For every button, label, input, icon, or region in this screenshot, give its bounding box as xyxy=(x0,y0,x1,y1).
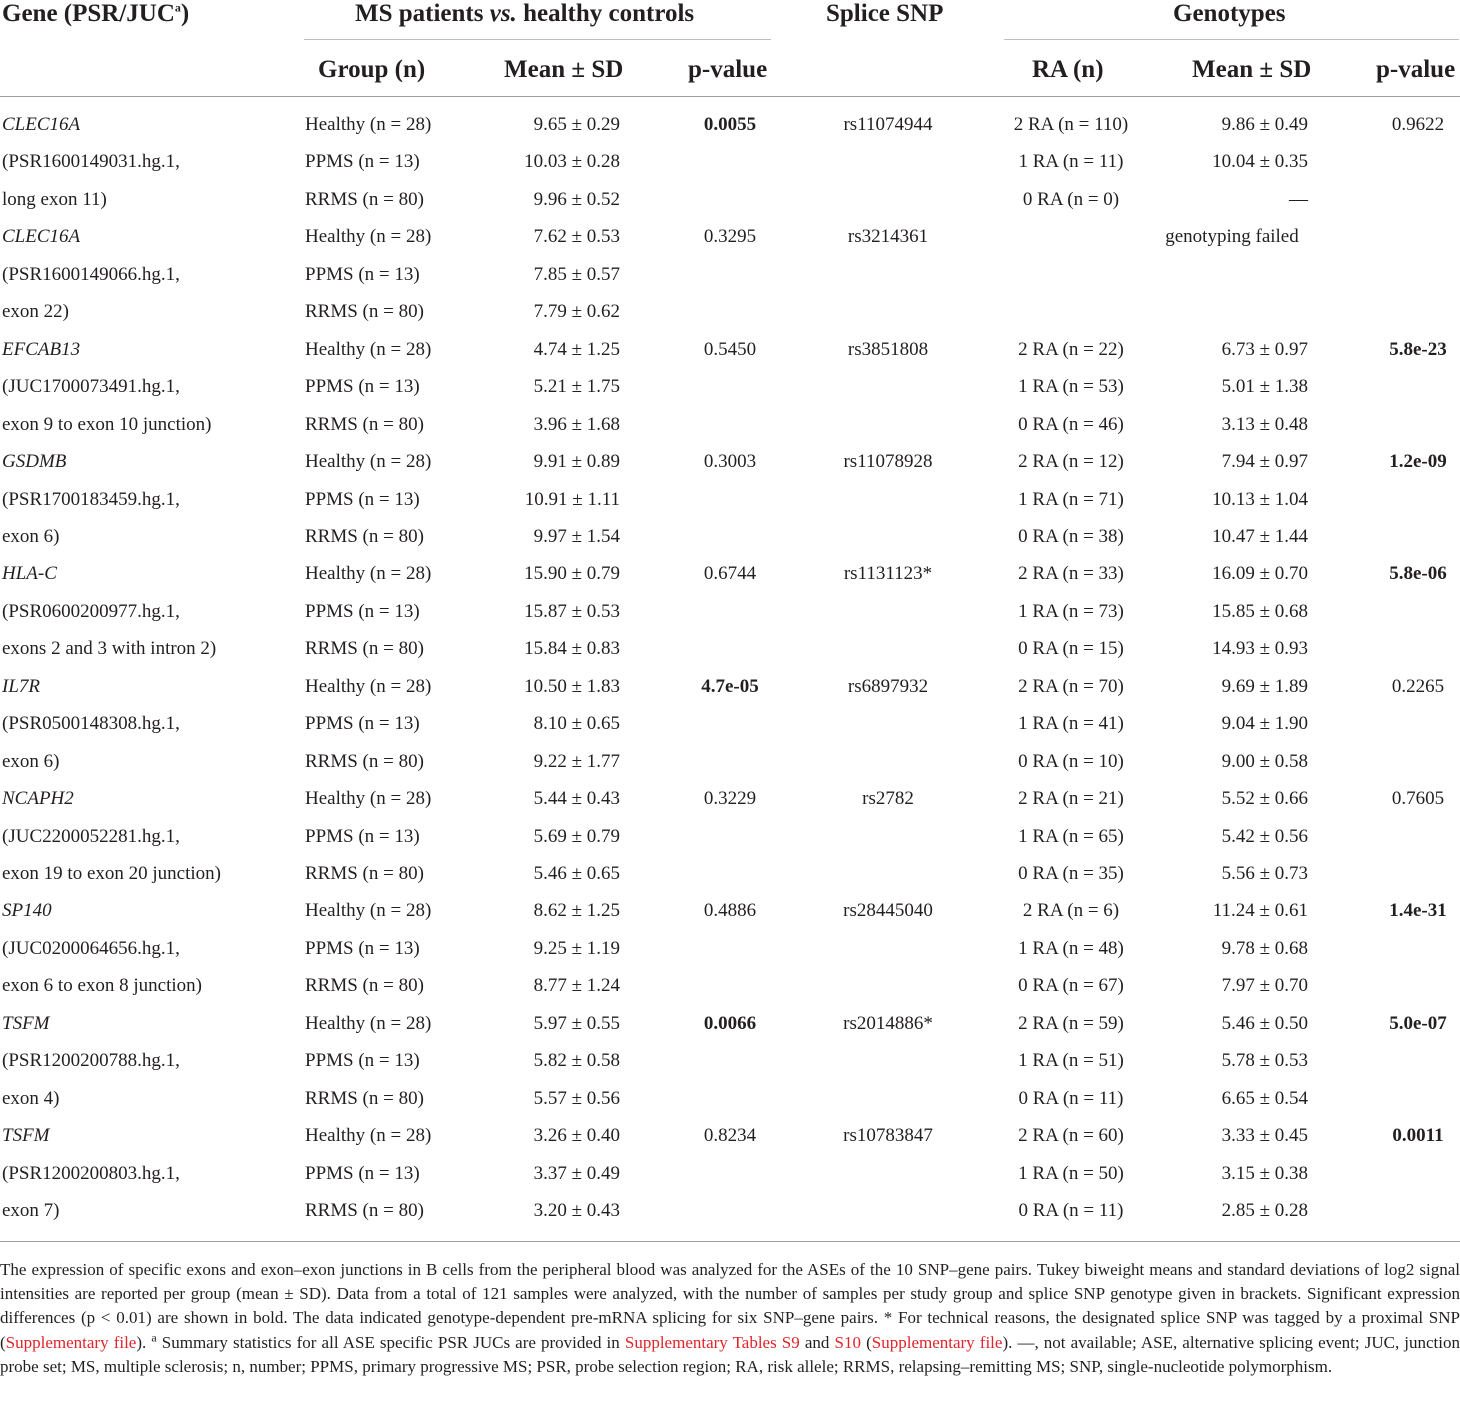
group-cell: RRMS (n = 80) xyxy=(305,525,424,547)
ra-cell: 0 RA (n = 46) xyxy=(1018,413,1124,435)
group-cell: Healthy (n = 28) xyxy=(305,226,432,248)
group-cell: PPMS (n = 13) xyxy=(305,600,420,622)
header-ms-suffix: healthy controls xyxy=(516,0,695,27)
footnote-text-1: The expression of specific exons and exon–exon junctions in B cells from the peripheral blood was analyzed for the ASEs of the 10 SNP–gene pairs. Tukey biweight means and standard deviations of log2 signal intensities are reported per group (mean ± SD). Data from a total of 121 samples were analyzed, with the number of samples per study group and splice SNP genotype given in brackets. Significant expression differences (p < 0.01) are shown in bold. The data indicated genotype-dependent pre-mRNA splicing for six SNP–gene pairs. * For technical reasons, the designated splice SNP was tagged by a proximal SNP ( xyxy=(0,1260,1460,1352)
ra-cell: 0 RA (n = 15) xyxy=(1018,638,1124,660)
ra-cell: 1 RA (n = 73) xyxy=(1018,600,1124,622)
mean-sd-cell: 10.03 ± 0.28 xyxy=(524,151,620,173)
header-ms-rule xyxy=(304,39,771,40)
group-cell: Healthy (n = 28) xyxy=(305,1125,432,1147)
genotype-pvalue-cell: 0.9622 xyxy=(1391,114,1445,135)
genotype-mean-sd-cell: 9.78 ± 0.68 xyxy=(1221,937,1308,959)
genotype-mean-sd-cell: 5.52 ± 0.66 xyxy=(1221,788,1308,810)
genotype-mean-sd-cell: 5.78 ± 0.53 xyxy=(1221,1050,1308,1072)
group-cell: RRMS (n = 80) xyxy=(305,1087,424,1109)
genotype-mean-sd-cell: 5.56 ± 0.73 xyxy=(1221,863,1308,884)
mean-sd-cell: 3.37 ± 0.49 xyxy=(533,1162,620,1184)
gene-name: SP140 xyxy=(2,900,52,922)
footnote-text-5: ( xyxy=(861,1332,872,1352)
table-row xyxy=(0,408,1460,446)
gene-probe-info: exons 2 and 3 with intron 2) xyxy=(2,638,217,660)
gene-name: NCAPH2 xyxy=(2,788,74,810)
mean-sd-cell: 3.26 ± 0.40 xyxy=(533,1125,620,1147)
genotype-mean-sd-cell: 5.46 ± 0.50 xyxy=(1221,1012,1308,1034)
table-row xyxy=(0,183,1460,221)
gene-name: TSFM xyxy=(2,1012,50,1034)
ra-cell: 1 RA (n = 41) xyxy=(1018,713,1124,735)
pvalue-cell: 0.0055 xyxy=(703,114,757,135)
ra-cell: 0 RA (n = 67) xyxy=(1018,975,1124,997)
group-cell: PPMS (n = 13) xyxy=(305,1162,420,1184)
genotype-mean-sd-cell: 5.42 ± 0.56 xyxy=(1221,825,1308,847)
gene-probe-info: exon 6) xyxy=(2,750,60,772)
group-cell: RRMS (n = 80) xyxy=(305,975,424,997)
table-row xyxy=(0,295,1460,333)
genotype-mean-sd-cell: — xyxy=(1289,188,1308,210)
ra-cell: 0 RA (n = 11) xyxy=(1018,1200,1124,1222)
header-gene-end: ) xyxy=(180,0,190,27)
header-splice-snp: Splice SNP xyxy=(826,0,944,27)
splice-snp-cell: rs1131123* xyxy=(843,563,933,585)
mean-sd-cell: 9.97 ± 1.54 xyxy=(533,525,620,547)
header-genotypes-rule xyxy=(1004,39,1459,40)
group-cell: Healthy (n = 28) xyxy=(305,451,432,473)
ra-cell: 2 RA (n = 110) xyxy=(1013,114,1129,135)
genotype-mean-sd-cell: 7.97 ± 0.70 xyxy=(1221,975,1308,997)
ra-cell: 0 RA (n = 35) xyxy=(1018,863,1124,884)
gene-name: HLA-C xyxy=(2,563,57,585)
group-cell: Healthy (n = 28) xyxy=(305,675,432,697)
gene-probe-info: exon 19 to exon 20 junction) xyxy=(2,863,221,884)
header-gene xyxy=(2,0,189,28)
gene-probe-info: exon 9 to exon 10 junction) xyxy=(2,413,212,435)
mean-sd-cell: 7.62 ± 0.53 xyxy=(533,226,620,248)
table-row xyxy=(0,1007,1460,1045)
mean-sd-cell: 5.46 ± 0.65 xyxy=(533,863,620,884)
pvalue-cell: 0.3229 xyxy=(703,788,757,810)
ra-cell: 1 RA (n = 65) xyxy=(1018,825,1124,847)
mean-sd-cell: 9.22 ± 1.77 xyxy=(533,750,620,772)
table-row xyxy=(0,1194,1460,1232)
table-row xyxy=(0,108,1460,146)
table-row xyxy=(0,1119,1460,1157)
group-cell: Healthy (n = 28) xyxy=(305,788,432,810)
footnote-text-6: ). —, not available; ASE, alternative splicing event; JUC, junction probe set; MS, multiple sclerosis; n, number; PPMS, primary progressive MS; PSR, probe selection region; RA, risk allele; RRMS, relapsing–remitting MS; SNP, single-nucleotide polymorphism. xyxy=(0,1332,1460,1376)
gene-probe-info: long exon 11) xyxy=(2,188,107,210)
genotype-pvalue-cell: 5.8e-06 xyxy=(1389,563,1447,585)
gene-name: EFCAB13 xyxy=(2,338,81,360)
splice-snp-cell: rs6897932 xyxy=(847,675,929,697)
mean-sd-cell: 15.87 ± 0.53 xyxy=(524,600,620,622)
group-cell: RRMS (n = 80) xyxy=(305,750,424,772)
group-cell: PPMS (n = 13) xyxy=(305,151,420,173)
mean-sd-cell: 9.65 ± 0.29 xyxy=(533,114,620,135)
header-ms-vs: vs. xyxy=(489,0,517,27)
mean-sd-cell: 5.82 ± 0.58 xyxy=(533,1050,620,1072)
mean-sd-cell: 10.50 ± 1.83 xyxy=(524,675,620,697)
gene-probe-info: (JUC2200052281.hg.1, xyxy=(2,825,180,847)
genotype-mean-sd-cell: 10.13 ± 1.04 xyxy=(1212,488,1308,510)
genotype-pvalue-cell: 5.8e-23 xyxy=(1389,338,1447,360)
pvalue-cell: 0.8234 xyxy=(703,1125,757,1147)
table-footnote xyxy=(0,1258,1460,1379)
group-cell: PPMS (n = 13) xyxy=(305,713,420,735)
splice-snp-cell: rs3214361 xyxy=(847,226,929,248)
genotype-pvalue-cell: 0.2265 xyxy=(1391,675,1445,697)
genotype-mean-sd-cell: 7.94 ± 0.97 xyxy=(1221,451,1308,473)
gene-probe-info: (PSR0600200977.hg.1, xyxy=(2,600,180,622)
table-row xyxy=(0,483,1460,521)
genotype-mean-sd-cell: 2.85 ± 0.28 xyxy=(1221,1200,1308,1222)
ra-cell: 2 RA (n = 21) xyxy=(1018,788,1124,810)
table-row xyxy=(0,782,1460,820)
group-cell: Healthy (n = 28) xyxy=(305,338,432,360)
table-row xyxy=(0,820,1460,858)
ra-cell: 2 RA (n = 70) xyxy=(1018,675,1124,697)
genotype-pvalue-cell: 1.4e-31 xyxy=(1389,900,1447,922)
genotype-mean-sd-cell: 10.04 ± 0.35 xyxy=(1212,151,1308,173)
splice-snp-cell: rs2782 xyxy=(862,788,914,810)
ra-cell: 2 RA (n = 6) xyxy=(1022,900,1120,922)
gene-probe-info: (JUC0200064656.hg.1, xyxy=(2,937,180,959)
gene-probe-info: exon 6) xyxy=(2,525,60,547)
table-row xyxy=(0,520,1460,558)
ra-cell: 2 RA (n = 12) xyxy=(1018,451,1124,473)
pvalue-cell: 4.7e-05 xyxy=(701,675,759,697)
genotype-mean-sd-cell: 3.13 ± 0.48 xyxy=(1221,413,1308,435)
group-cell: RRMS (n = 80) xyxy=(305,1200,424,1222)
genotype-mean-sd-cell: 3.33 ± 0.45 xyxy=(1221,1125,1308,1147)
footnote-text-2: ). xyxy=(136,1332,152,1352)
group-cell: PPMS (n = 13) xyxy=(305,825,420,847)
genotype-mean-sd-cell: 11.24 ± 0.61 xyxy=(1212,900,1308,922)
genotype-mean-sd-cell: 15.85 ± 0.68 xyxy=(1212,600,1308,622)
group-cell: PPMS (n = 13) xyxy=(305,488,420,510)
mean-sd-cell: 7.85 ± 0.57 xyxy=(533,263,620,285)
gene-probe-info: exon 6 to exon 8 junction) xyxy=(2,975,202,997)
group-cell: RRMS (n = 80) xyxy=(305,863,424,884)
footnote-link-supplementary-file[interactable]: Supplementary file xyxy=(5,1332,137,1352)
table-row xyxy=(0,632,1460,670)
ra-cell: 0 RA (n = 10) xyxy=(1018,750,1124,772)
mean-sd-cell: 5.44 ± 0.43 xyxy=(533,788,620,810)
header-ms-vs-healthy xyxy=(355,0,694,28)
mean-sd-cell: 10.91 ± 1.11 xyxy=(524,488,620,510)
pvalue-cell: 0.6744 xyxy=(703,563,757,585)
header-ra-n: RA (n) xyxy=(1032,56,1104,83)
footnote-text-3: Summary statistics for all ASE specific PSR JUCs are provided in xyxy=(156,1332,625,1352)
gene-probe-info: (PSR1600149031.hg.1, xyxy=(2,151,180,173)
header-ms-prefix: MS patients xyxy=(355,0,490,27)
header-pvalue-2: p-value xyxy=(1376,56,1456,83)
table-row xyxy=(0,707,1460,745)
header-gene-text: Gene (PSR/JUC xyxy=(2,0,175,27)
genotype-mean-sd-cell: 16.09 ± 0.70 xyxy=(1212,563,1308,585)
footnote-link-tables-s9[interactable]: Supplementary Tables S9 xyxy=(624,1332,800,1352)
table-row xyxy=(0,445,1460,483)
mean-sd-cell: 8.62 ± 1.25 xyxy=(533,900,620,922)
mean-sd-cell: 5.57 ± 0.56 xyxy=(533,1087,620,1109)
gene-probe-info: (PSR1200200803.hg.1, xyxy=(2,1162,180,1184)
gene-name: CLEC16A xyxy=(2,114,81,135)
mean-sd-cell: 4.74 ± 1.25 xyxy=(533,338,620,360)
gene-probe-info: exon 7) xyxy=(2,1200,60,1222)
genotype-mean-sd-cell: 9.86 ± 0.49 xyxy=(1221,114,1308,135)
header-pvalue-1: p-value xyxy=(688,56,768,83)
gene-probe-info: (PSR1600149066.hg.1, xyxy=(2,263,180,285)
gene-name: CLEC16A xyxy=(2,226,81,248)
genotype-pvalue-cell: 0.7605 xyxy=(1391,788,1445,810)
ra-cell: 1 RA (n = 50) xyxy=(1018,1162,1124,1184)
table-bottom-rule xyxy=(0,1241,1460,1242)
gene-name: IL7R xyxy=(2,675,40,697)
genotype-mean-sd-cell: 6.65 ± 0.54 xyxy=(1221,1087,1308,1109)
mean-sd-cell: 5.21 ± 1.75 xyxy=(533,376,620,398)
group-cell: PPMS (n = 13) xyxy=(305,263,420,285)
table-row xyxy=(0,220,1460,258)
genotype-mean-sd-cell: 10.47 ± 1.44 xyxy=(1212,525,1308,547)
mean-sd-cell: 15.84 ± 0.83 xyxy=(524,638,620,660)
genotype-mean-sd-cell: 6.73 ± 0.97 xyxy=(1221,338,1308,360)
table-row xyxy=(0,670,1460,708)
table-row xyxy=(0,258,1460,296)
splice-snp-cell: rs11074944 xyxy=(843,114,933,135)
group-cell: Healthy (n = 28) xyxy=(305,114,432,135)
ra-cell: 0 RA (n = 0) xyxy=(1022,188,1120,210)
gene-probe-info: (PSR0500148308.hg.1, xyxy=(2,713,180,735)
pvalue-cell: 0.5450 xyxy=(703,338,757,360)
header-gene-sup: a xyxy=(174,0,181,15)
splice-snp-cell: rs3851808 xyxy=(847,338,929,360)
group-cell: PPMS (n = 13) xyxy=(305,1050,420,1072)
splice-snp-cell: rs10783847 xyxy=(843,1125,933,1147)
splice-snp-cell: rs2014886* xyxy=(843,1012,933,1034)
ra-cell: 2 RA (n = 33) xyxy=(1018,563,1124,585)
mean-sd-cell: 3.96 ± 1.68 xyxy=(533,413,620,435)
ra-cell: 2 RA (n = 60) xyxy=(1018,1125,1124,1147)
table-row xyxy=(0,745,1460,783)
header-mean-sd-2: Mean ± SD xyxy=(1192,56,1312,83)
genotyping-status-cell: genotyping failed xyxy=(1165,226,1299,248)
gene-probe-info: (PSR1200200788.hg.1, xyxy=(2,1050,180,1072)
ra-cell: 1 RA (n = 11) xyxy=(1018,151,1124,173)
table-row xyxy=(0,932,1460,970)
group-cell: PPMS (n = 13) xyxy=(305,937,420,959)
gene-name: TSFM xyxy=(2,1125,50,1147)
gene-probe-info: exon 22) xyxy=(2,301,70,323)
ra-cell: 0 RA (n = 38) xyxy=(1018,525,1124,547)
footnote-text-4: and xyxy=(799,1332,835,1352)
genotype-mean-sd-cell: 14.93 ± 0.93 xyxy=(1212,638,1308,660)
pvalue-cell: 0.3003 xyxy=(703,451,757,473)
header-genotypes: Genotypes xyxy=(1173,0,1286,27)
table-row xyxy=(0,857,1460,895)
table-row xyxy=(0,894,1460,932)
group-cell: Healthy (n = 28) xyxy=(305,900,432,922)
mean-sd-cell: 9.25 ± 1.19 xyxy=(533,937,620,959)
genotype-mean-sd-cell: 9.00 ± 0.58 xyxy=(1221,750,1308,772)
gene-probe-info: (JUC1700073491.hg.1, xyxy=(2,376,180,398)
splice-snp-cell: rs11078928 xyxy=(843,451,933,473)
group-cell: RRMS (n = 80) xyxy=(305,638,424,660)
pvalue-cell: 0.3295 xyxy=(703,226,757,248)
genotype-pvalue-cell: 1.2e-09 xyxy=(1389,451,1447,473)
mean-sd-cell: 9.91 ± 0.89 xyxy=(533,451,620,473)
header-group-n: Group (n) xyxy=(318,56,426,83)
group-cell: Healthy (n = 28) xyxy=(305,563,432,585)
ra-cell: 2 RA (n = 59) xyxy=(1018,1012,1124,1034)
genotype-mean-sd-cell: 5.01 ± 1.38 xyxy=(1221,376,1308,398)
genotype-mean-sd-cell: 9.04 ± 1.90 xyxy=(1221,713,1308,735)
ra-cell: 1 RA (n = 48) xyxy=(1018,937,1124,959)
genotype-pvalue-cell: 0.0011 xyxy=(1392,1125,1444,1147)
group-cell: RRMS (n = 80) xyxy=(305,188,424,210)
gene-name: GSDMB xyxy=(2,451,67,473)
genotype-mean-sd-cell: 9.69 ± 1.89 xyxy=(1221,675,1308,697)
mean-sd-cell: 5.97 ± 0.55 xyxy=(533,1012,620,1034)
ra-cell: 1 RA (n = 53) xyxy=(1018,376,1124,398)
table-row xyxy=(0,145,1460,183)
table-row xyxy=(0,333,1460,371)
ra-cell: 2 RA (n = 22) xyxy=(1018,338,1124,360)
mean-sd-cell: 7.79 ± 0.62 xyxy=(533,301,620,323)
pvalue-cell: 0.4886 xyxy=(703,900,757,922)
table-row xyxy=(0,595,1460,633)
footnote-sup-a: a xyxy=(151,1329,157,1344)
splice-snp-cell: rs28445040 xyxy=(843,900,933,922)
group-cell: RRMS (n = 80) xyxy=(305,301,424,323)
table-row xyxy=(0,1082,1460,1120)
mean-sd-cell: 8.77 ± 1.24 xyxy=(533,975,620,997)
mean-sd-cell: 8.10 ± 0.65 xyxy=(533,713,620,735)
genotype-pvalue-cell: 5.0e-07 xyxy=(1389,1012,1447,1034)
table-row xyxy=(0,1157,1460,1195)
footnote-link-s10[interactable]: S10 xyxy=(834,1332,861,1352)
mean-sd-cell: 15.90 ± 0.79 xyxy=(524,563,620,585)
table-row xyxy=(0,370,1460,408)
pvalue-cell: 0.0066 xyxy=(703,1012,757,1034)
ra-cell: 1 RA (n = 71) xyxy=(1018,488,1124,510)
group-cell: Healthy (n = 28) xyxy=(305,1012,432,1034)
gene-probe-info: exon 4) xyxy=(2,1087,60,1109)
mean-sd-cell: 5.69 ± 0.79 xyxy=(533,825,620,847)
group-cell: PPMS (n = 13) xyxy=(305,376,420,398)
ra-cell: 0 RA (n = 11) xyxy=(1018,1087,1124,1109)
mean-sd-cell: 9.96 ± 0.52 xyxy=(533,188,620,210)
footnote-link-supplementary-file-2[interactable]: Supplementary file xyxy=(871,1332,1003,1352)
mean-sd-cell: 3.20 ± 0.43 xyxy=(533,1200,620,1222)
genotype-mean-sd-cell: 3.15 ± 0.38 xyxy=(1221,1162,1308,1184)
table-row xyxy=(0,969,1460,1007)
gene-probe-info: (PSR1700183459.hg.1, xyxy=(2,488,180,510)
ra-cell: 1 RA (n = 51) xyxy=(1018,1050,1124,1072)
table-row xyxy=(0,1044,1460,1082)
table-row xyxy=(0,557,1460,595)
header-bottom-rule xyxy=(0,96,1460,97)
group-cell: RRMS (n = 80) xyxy=(305,413,424,435)
header-mean-sd-1: Mean ± SD xyxy=(504,56,624,83)
